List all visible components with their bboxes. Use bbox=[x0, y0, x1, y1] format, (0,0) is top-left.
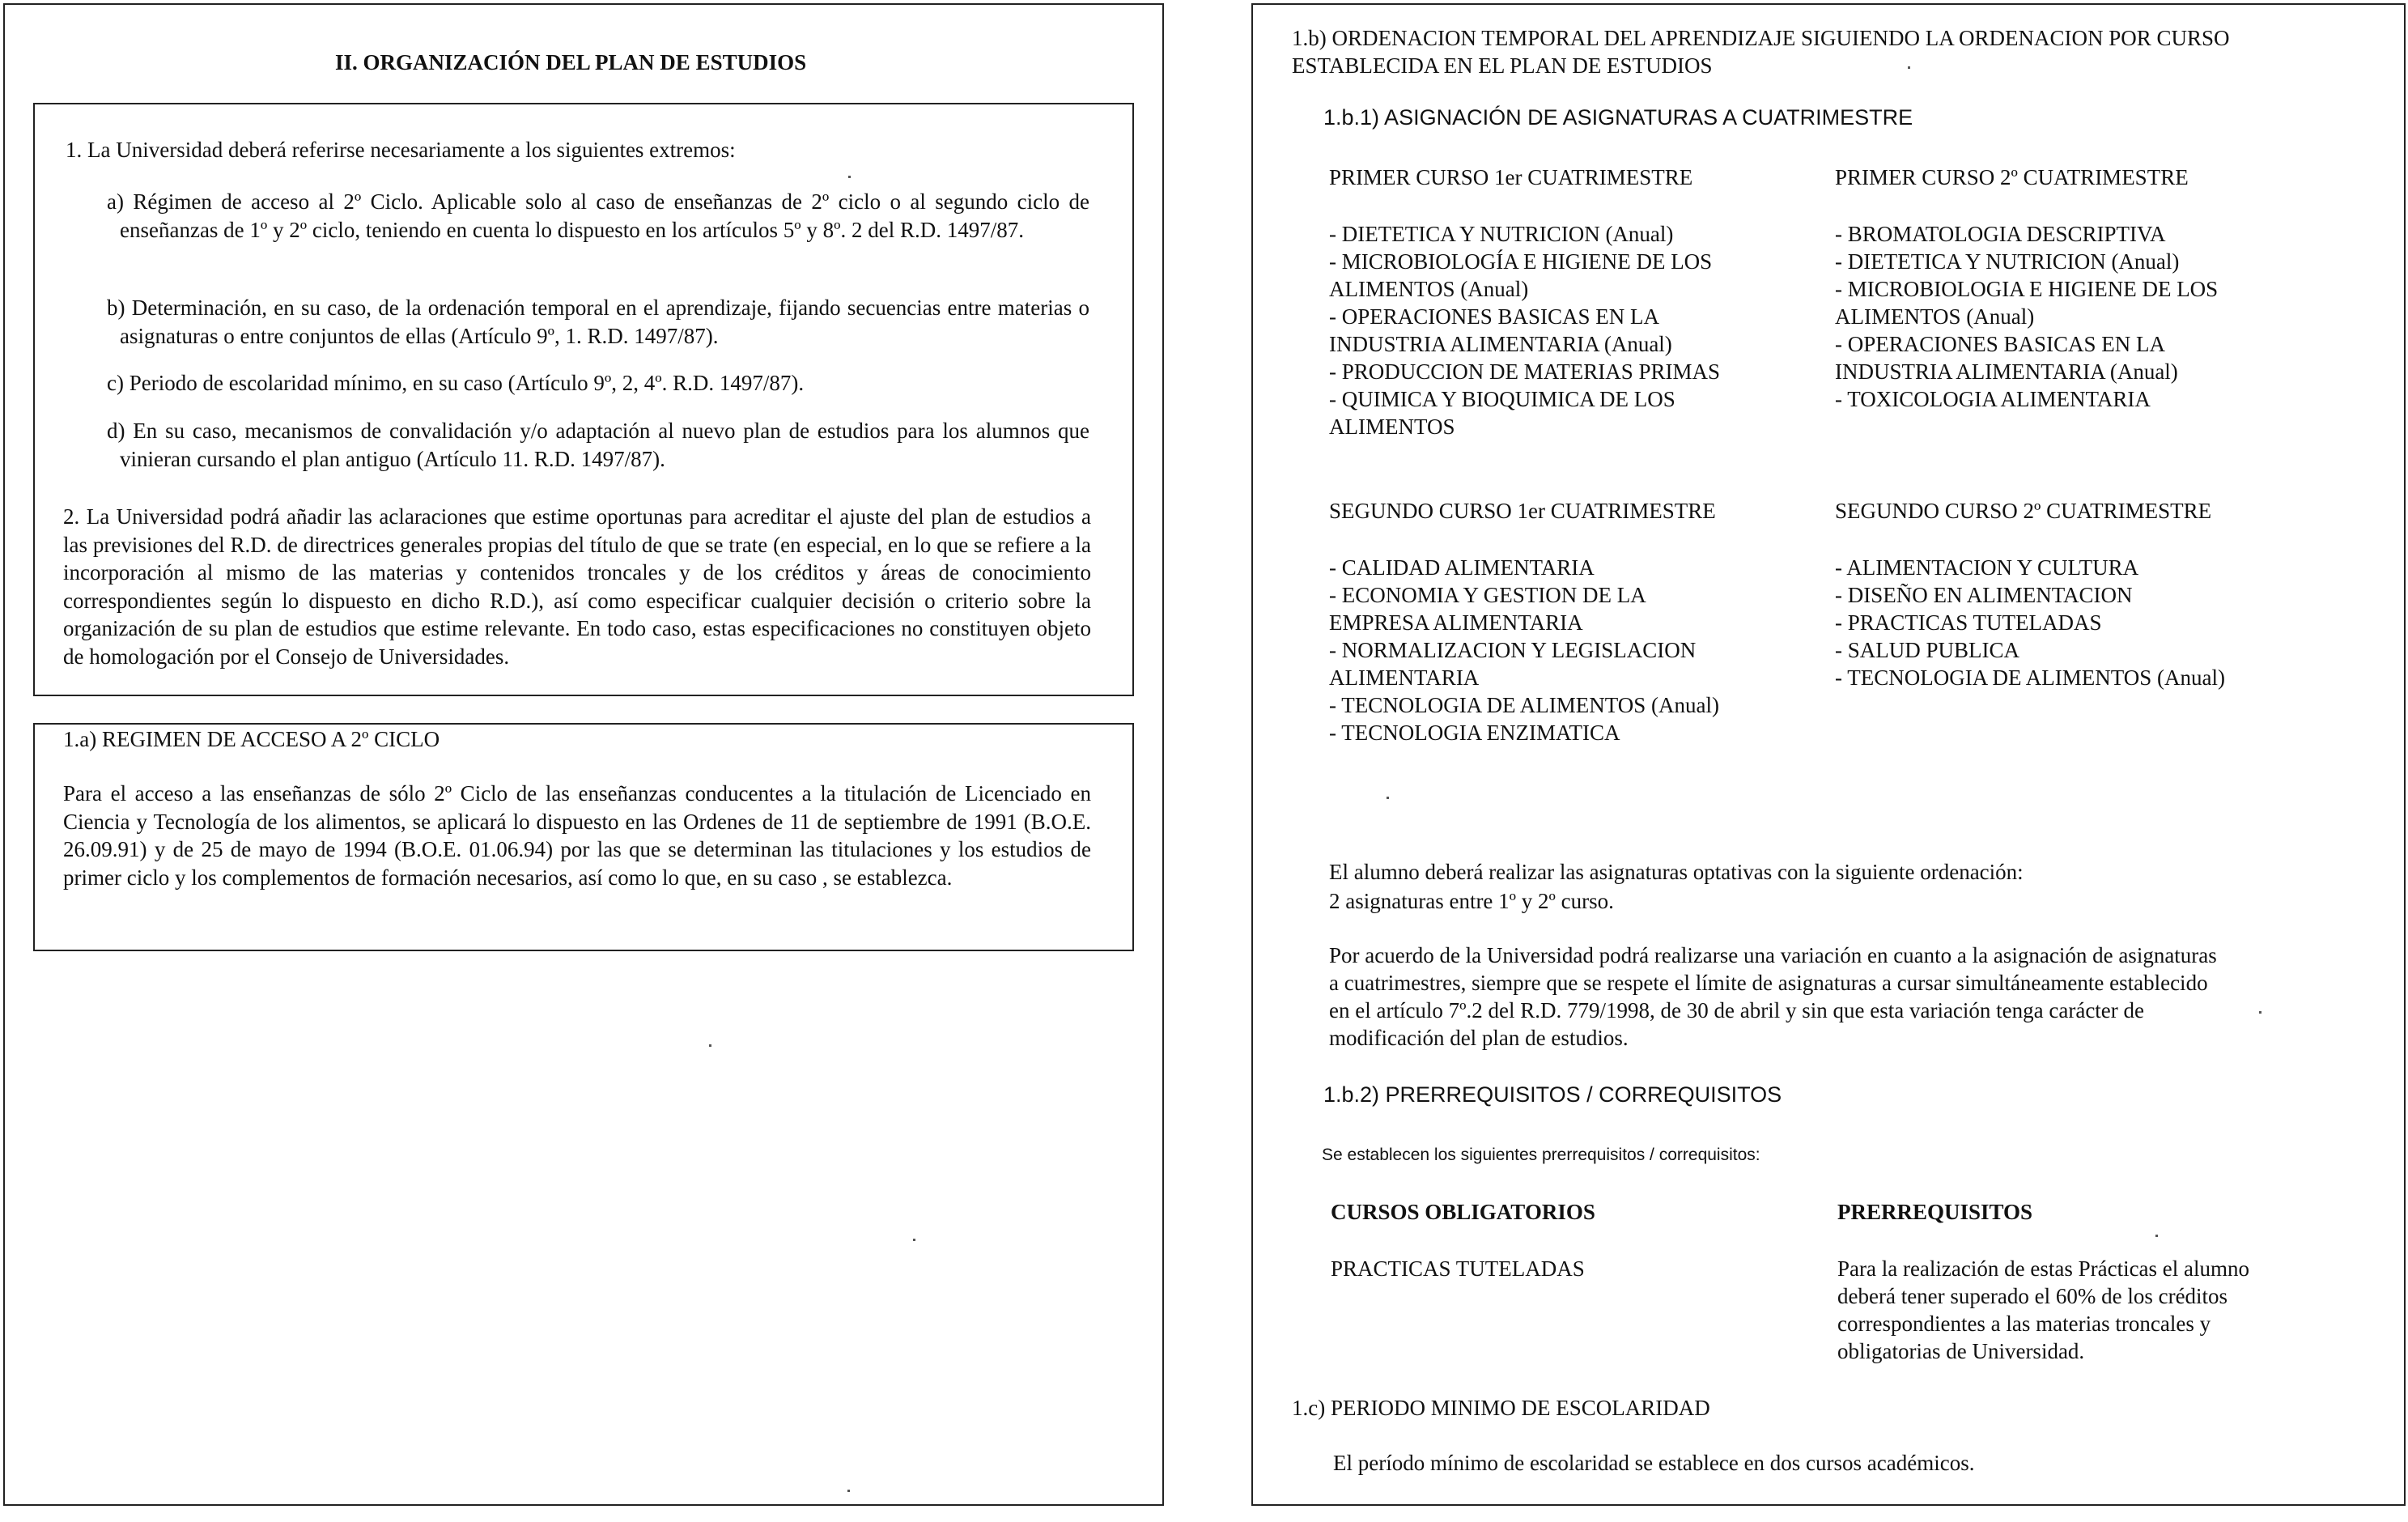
periodo-title: 1.c) PERIODO MINIMO DE ESCOLARIDAD bbox=[1292, 1396, 1710, 1420]
scan-speck bbox=[2259, 1011, 2261, 1014]
list-item: - TECNOLOGIA DE ALIMENTOS (Anual) bbox=[1329, 693, 1719, 717]
requirement-item-a: a) Régimen de acceso al 2º Ciclo. Aplicable solo al caso de enseñanzas de 2º ciclo o al segundo ciclo de enseñanzas de 1º y 2º ciclo, teniendo en cuenta lo dispuesto en los artículos 5º y 8º. 2 del R.D. 1497/87. bbox=[107, 189, 1089, 242]
prerrequisito-line: Para la realización de estas Prácticas el alumno bbox=[1837, 1256, 2250, 1281]
list-item: - OPERACIONES BASICAS EN LA bbox=[1835, 332, 2166, 356]
scan-speck bbox=[848, 176, 851, 178]
optativas-line-2: 2 asignaturas entre 1º y 2º curso. bbox=[1329, 889, 1614, 913]
list-item: INDUSTRIA ALIMENTARIA (Anual) bbox=[1835, 359, 2178, 384]
prerrequisito-line: obligatorias de Universidad. bbox=[1837, 1339, 2085, 1363]
list-item: - NORMALIZACION Y LEGISLACION bbox=[1329, 638, 1697, 662]
acuerdo-line: Por acuerdo de la Universidad podrá realizarse una variación en cuanto a la asignación de asignaturas bbox=[1329, 943, 2217, 967]
acuerdo-line: en el artículo 7º.2 del R.D. 779/1998, de 30 de abril y sin que esta variación tenga carácter de bbox=[1329, 998, 2145, 1022]
cursos-obligatorios-header: CURSOS OBLIGATORIOS bbox=[1331, 1200, 1595, 1224]
list-item: ALIMENTARIA bbox=[1329, 665, 1480, 690]
list-item: - TOXICOLOGIA ALIMENTARIA bbox=[1835, 387, 2151, 411]
segundo-curso-1-title: SEGUNDO CURSO 1er CUATRIMESTRE bbox=[1329, 499, 1716, 523]
optativas-line-1: El alumno deberá realizar las asignaturas optativas con la siguiente ordenación: bbox=[1329, 860, 2024, 884]
list-item: - MICROBIOLOGÍA E HIGIENE DE LOS bbox=[1329, 249, 1713, 274]
segundo-curso-1-list bbox=[1329, 554, 1719, 746]
ordenacion-heading-line2: ESTABLECIDA EN EL PLAN DE ESTUDIOS bbox=[1292, 53, 1713, 78]
scan-speck bbox=[913, 1239, 915, 1241]
prerrequisitos-header: PRERREQUISITOS bbox=[1837, 1200, 2033, 1224]
primer-curso-1-title: PRIMER CURSO 1er CUATRIMESTRE bbox=[1329, 165, 1693, 189]
acuerdo-paragraph bbox=[1329, 942, 2217, 1052]
list-item: - TECNOLOGIA DE ALIMENTOS (Anual) bbox=[1835, 665, 2225, 690]
regimen-text: Para el acceso a las enseñanzas de sólo 2º Ciclo de las enseñanzas conducentes a la titulación de Licenciado en Ciencia y Tecnología de los alimentos, se aplicará lo dispuesto en las Ordenes de 11 de septiembre de 1991 (B.O.E. 26.09.91) y de 25 de mayo de 1994 (B.O.E. 01.06.94) por las que se determinan las titulaciones y los estudios de primer ciclo y los complementos de formación necesarios, así como lo que, en su caso , se establezca. bbox=[63, 781, 1091, 890]
acuerdo-line: a cuatrimestres, siempre que se respete el límite de asignaturas a cursar simultáneamente establecido bbox=[1329, 971, 2208, 995]
requirement-point-2: 2. La Universidad podrá añadir las aclaraciones que estime oportunas para acreditar el ajuste del plan de estudios a las previsiones del R.D. de directrices generales propias del título de que se trate (en especial, en lo que se refiere a la incorporación al mismo de las materias y contenidos troncales y de los créditos y áreas de conocimiento correspondientes según lo dispuesto en dicho R.D.), así como especificar cualquier decisión o criterio sobre la organización de su plan de estudios que estime relevante. En todo caso, estas especificaciones no constituyen objeto de homologación por el Consejo de Universidades. bbox=[63, 504, 1091, 669]
scan-speck bbox=[847, 1490, 850, 1492]
list-item: INDUSTRIA ALIMENTARIA (Anual) bbox=[1329, 332, 1672, 356]
list-item: ALIMENTOS bbox=[1329, 415, 1455, 439]
primer-curso-2-list bbox=[1835, 220, 2218, 413]
list-item: - TECNOLOGIA ENZIMATICA bbox=[1329, 721, 1620, 745]
periodo-text: El período mínimo de escolaridad se establece en dos cursos académicos. bbox=[1333, 1451, 1975, 1475]
list-item: - ALIMENTACION Y CULTURA bbox=[1835, 555, 2139, 580]
list-item: ALIMENTOS (Anual) bbox=[1835, 304, 2035, 329]
list-item: - OPERACIONES BASICAS EN LA bbox=[1329, 304, 1660, 329]
requirement-item-c: c) Periodo de escolaridad mínimo, en su caso (Artículo 9º, 2, 4º. R.D. 1497/87). bbox=[107, 371, 805, 395]
acuerdo-line: modificación del plan de estudios. bbox=[1329, 1026, 1629, 1050]
prerrequisitos-intro: Se establecen los siguientes prerrequisitos / correquisitos: bbox=[1322, 1146, 1760, 1164]
curso-obligatorio-item: PRACTICAS TUTELADAS bbox=[1331, 1256, 1585, 1281]
prerrequisito-line: deberá tener superado el 60% de los créditos bbox=[1837, 1284, 2228, 1308]
requirement-item-d: d) En su caso, mecanismos de convalidación y/o adaptación al nuevo plan de estudios para los alumnos que vinieran cursando el plan antiguo (Artículo 11. R.D. 1497/87). bbox=[107, 419, 1089, 471]
list-item: - DISEÑO EN ALIMENTACION bbox=[1835, 583, 2133, 607]
list-item: - PRACTICAS TUTELADAS bbox=[1835, 610, 2102, 635]
scan-speck bbox=[1387, 797, 1389, 799]
prerrequisito-line: correspondientes a las materias troncales y bbox=[1837, 1312, 2211, 1336]
primer-curso-2-title: PRIMER CURSO 2º CUATRIMESTRE bbox=[1835, 165, 2189, 189]
list-item: - MICROBIOLOGIA E HIGIENE DE LOS bbox=[1835, 277, 2219, 301]
scan-speck bbox=[1908, 66, 1910, 69]
segundo-curso-2-title: SEGUNDO CURSO 2º CUATRIMESTRE bbox=[1835, 499, 2212, 523]
subsection-b1-title: 1.b.1) ASIGNACIÓN DE ASIGNATURAS A CUATRIMESTRE bbox=[1323, 105, 1913, 130]
segundo-curso-2-list bbox=[1835, 554, 2225, 691]
list-item: - ECONOMIA Y GESTION DE LA bbox=[1329, 583, 1646, 607]
list-item: - CALIDAD ALIMENTARIA bbox=[1329, 555, 1595, 580]
scan-speck bbox=[709, 1044, 711, 1047]
ordenacion-heading-line1: 1.b) ORDENACION TEMPORAL DEL APRENDIZAJE SIGUIENDO LA ORDENACION POR CURSO bbox=[1292, 26, 2230, 50]
list-item: - SALUD PUBLICA bbox=[1835, 638, 2020, 662]
requirement-item-b: b) Determinación, en su caso, de la ordenación temporal en el aprendizaje, fijando secuencias entre materias o asignaturas o entre conjuntos de ellas (Artículo 9º, 1. R.D. 1497/87). bbox=[107, 295, 1089, 348]
list-item: - PRODUCCION DE MATERIAS PRIMAS bbox=[1329, 359, 1721, 384]
list-item: EMPRESA ALIMENTARIA bbox=[1329, 610, 1583, 635]
list-item: - DIETETICA Y NUTRICION (Anual) bbox=[1329, 222, 1674, 246]
list-item: - BROMATOLOGIA DESCRIPTIVA bbox=[1835, 222, 2166, 246]
list-item: ALIMENTOS (Anual) bbox=[1329, 277, 1529, 301]
prerrequisito-text bbox=[1837, 1255, 2249, 1365]
subsection-b2-title: 1.b.2) PRERREQUISITOS / CORREQUISITOS bbox=[1323, 1082, 1782, 1107]
list-item: - QUIMICA Y BIOQUIMICA DE LOS bbox=[1329, 387, 1675, 411]
list-item: - DIETETICA Y NUTRICION (Anual) bbox=[1835, 249, 2180, 274]
section-title: II. ORGANIZACIÓN DEL PLAN DE ESTUDIOS bbox=[335, 50, 807, 74]
scan-speck bbox=[2155, 1235, 2158, 1237]
primer-curso-1-list bbox=[1329, 220, 1720, 440]
requirements-intro: 1. La Universidad deberá referirse necesariamente a los siguientes extremos: bbox=[66, 138, 736, 162]
regimen-title: 1.a) REGIMEN DE ACCESO A 2º CICLO bbox=[63, 727, 440, 751]
